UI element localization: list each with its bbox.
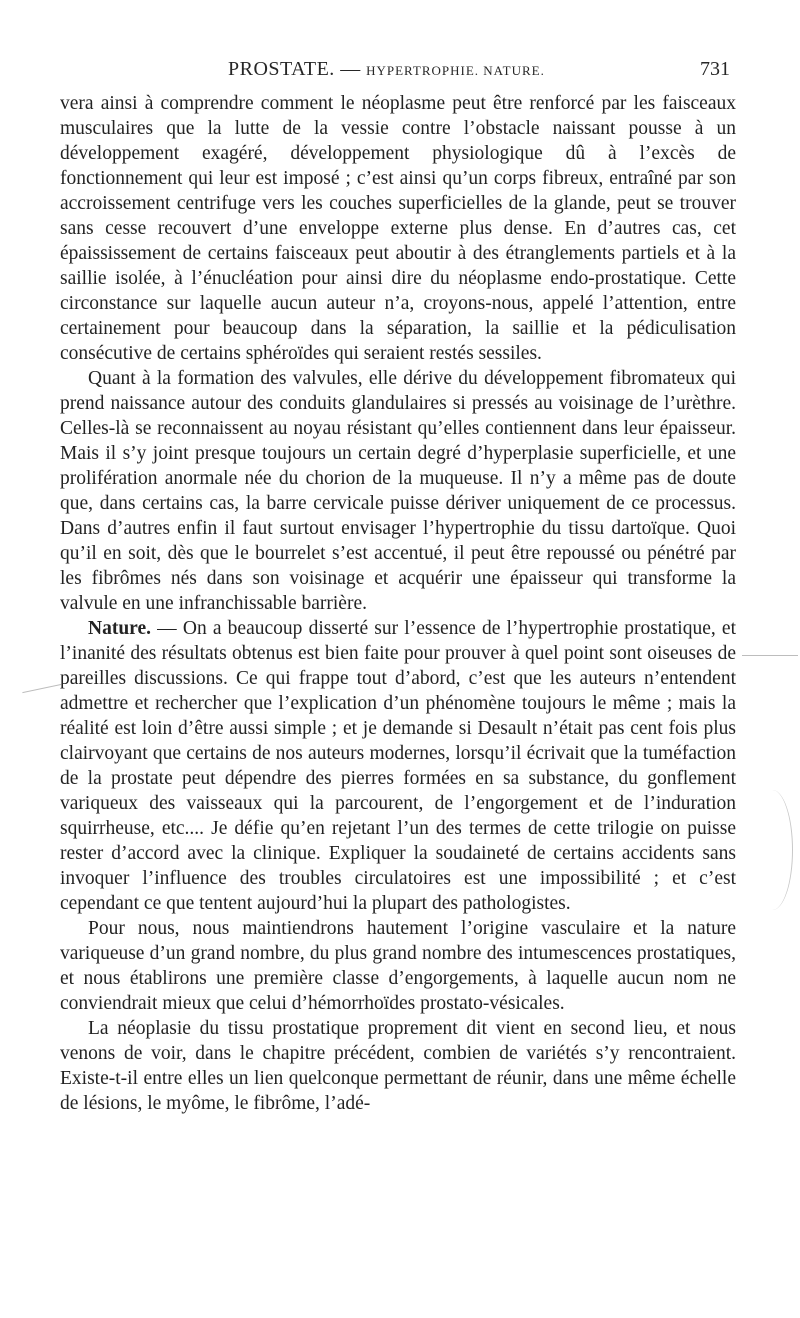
running-title-sub: HYPERTROPHIE. NATURE.: [366, 63, 545, 78]
paragraph-1-text: vera ainsi à comprendre comment le néoplasme peut être renforcé par les faisceaux musculaires que la lutte de la vessie contre l’obstacle naissant pousse à un développement exagéré, développement physiologique dû à l’excès de fonctionnement qui leur est imposé ; c’est ainsi qu’un corps fibreux, entraîné par son accroissement centrifuge vers les couches superficielles de la glande, peut se trouver sans cesse recouvert d’une enveloppe externe plus dense. En d’autres cas, cet épaississement de certains faisceaux peut aboutir à des étranglements partiels et à la saillie isolée, à l’énucléation pour ainsi dire du néoplasme endo-prostatique. Cette circonstance sur laquelle aucun auteur n’a, croyons-nous, appelé l’attention, entre certainement pour beaucoup dans la séparation, la saillie et la pédiculisation consécutive de certains sphéroïdes qui seraient restés sessiles.: [60, 93, 736, 364]
paragraph-3: [60, 616, 736, 916]
body-text: [60, 91, 736, 1116]
paragraph-4-text: Pour nous, nous maintiendrons hautement l’origine vasculaire et la nature variqueuse d’un grand nombre, du plus grand nombre des intumescences prostatiques, et nous établirons une première classe d’engorgements, à laquelle aucun nom ne conviendrait mieux que celui d’hémorrhoïdes prostato-vésicales.: [60, 918, 736, 1014]
section-heading-nature: Nature.: [88, 618, 152, 639]
margin-curl-mark: [752, 790, 793, 910]
margin-stroke-right: [742, 655, 798, 656]
paragraph-3-text: — On a beaucoup disserté sur l’essence de l’hypertrophie prostatique, et l’inanité des résultats obtenus est bien faite pour prouver à quel point sont oiseuses de pareilles discussions. Ce qui frappe tout d’abord, c’est que les auteurs n’entendent admettre et rechercher que l’explication d’un phénomène toujours le même ; mais la réalité est loin d’être aussi simple ; et je demande si Desault n’était pas cent fois plus clairvoyant que certains de nos auteurs modernes, lorsqu’il écrivait que la tuméfaction de la prostate peut dépendre des pierres formées en sa substance, du gonflement variqueux des vaisseaux qui la parcourent, de l’engorgement et de l’induration squirrheuse, etc.... Je défie qu’en rejetant l’un des termes de cette trilogie on puisse rester d’accord avec la clinique. Expliquer la soudaineté de certains accidents sans invoquer l’influence des troubles circulatoires est une impossibilité ; et c’est cependant ce que tentent aujourd’hui la plupart des pathologistes.: [60, 618, 736, 914]
paragraph-5: [60, 1016, 736, 1116]
running-title-main: PROSTATE. —: [228, 58, 361, 80]
paragraph-5-text: La néoplasie du tissu prostatique proprement dit vient en second lieu, et nous venons de voir, dans le chapitre précédent, combien de variétés s’y rencontraient. Existe-t-il entre elles un lien quelconque permettant de réunir, dans une même échelle de lésions, le myôme, le fibrôme, l’adé-: [60, 1018, 736, 1114]
running-title: [228, 58, 545, 81]
margin-stroke-left: [22, 684, 61, 693]
paragraph-1: [60, 91, 736, 366]
running-header: [60, 58, 736, 88]
paragraph-4: [60, 916, 736, 1016]
paragraph-2-text: Quant à la formation des valvules, elle dérive du développement fibromateux qui prend naissance autour des conduits glandulaires si pressés au voisinage de l’urèthre. Celles-là se reconnaissent au noyau résistant qu’elles contiennent dans leur épaisseur. Mais il s’y joint presque toujours un certain degré d’hyperplasie superficielle, et une prolifération anormale née du chorion de la muqueuse. Il n’y a même pas de doute que, dans certains cas, la barre cervicale puisse dériver uniquement de ce processus. Dans d’autres enfin il faut surtout envisager l’hypertrophie du tissu dartoïque. Quoi qu’il en soit, dès que le bourrelet s’est accentué, il peut être repoussé ou pénétré par les fibrômes nés dans son voisinage et acquérir une épaisseur qui transforme la valvule en une infranchissable barrière.: [60, 368, 736, 614]
page-number: 731: [700, 58, 730, 80]
paragraph-2: [60, 366, 736, 616]
